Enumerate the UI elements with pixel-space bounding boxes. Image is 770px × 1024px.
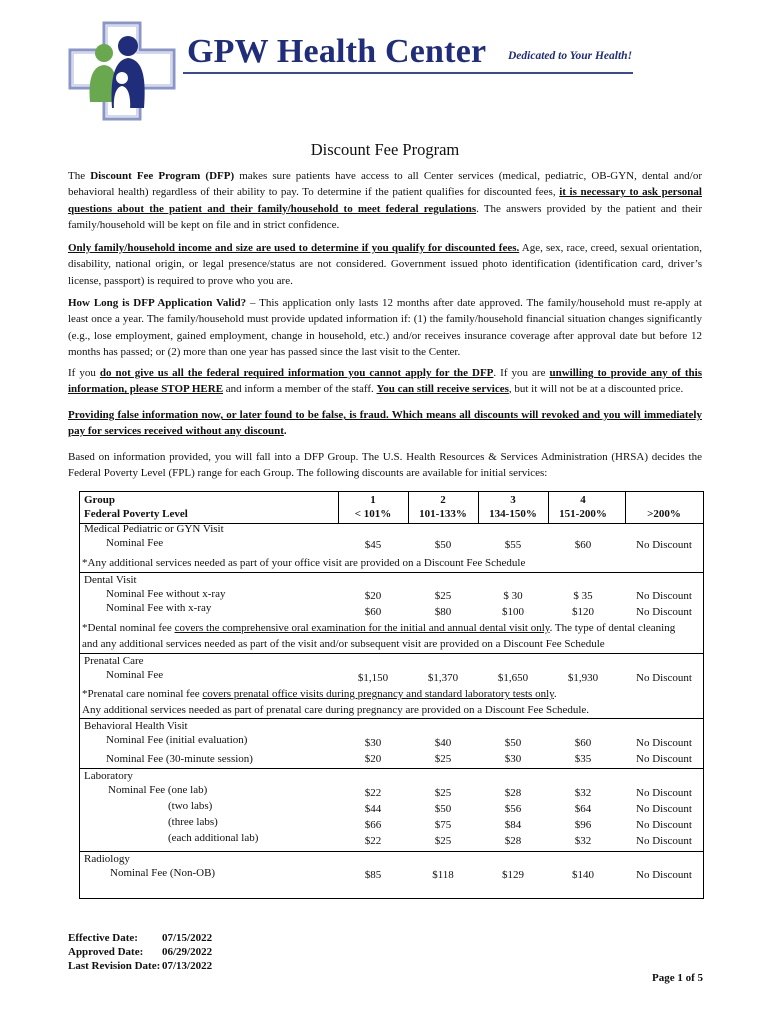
fpl-4-header: 151-200% [559,508,607,520]
radiology-row-label: Nominal Fee (Non-OB) [110,867,216,879]
dental-xray-g2: $80 [434,606,452,618]
prenatal-note [82,688,557,700]
radiology-fee-g3: $129 [502,869,524,881]
lab-additional-g5: No Discount [636,835,692,847]
lab-three-g3: $84 [504,819,522,831]
section-rule [80,718,703,719]
page-number: Page 1 of 5 [652,972,704,984]
prenatal-fee-g3: $1,650 [497,672,529,684]
text-run: makes sure patients have access to all Center services (medical, pediatric, OB-GYN, dental and/or behavioral health) regardless of their ability to pay. To determine if the patient qualifies for discounted fees, [68,170,703,199]
prenatal-fee-g5: No Discount [636,672,692,684]
header-tagline: Dedicated to Your Health! [508,50,633,62]
validity-paragraph [68,295,702,360]
approved-date-value: 06/29/2022 [162,946,213,958]
dental-xray-g1: $60 [364,606,382,618]
text-run-bold-underline: it is necessary to ask personal questions about the patient and their family/household to meet federal regulations [68,186,702,215]
lab-two-g4: $64 [574,803,592,815]
lab-two-g2: $50 [434,803,452,815]
lab-one-g4: $32 [574,787,592,799]
behavioral-session-g5: No Discount [636,753,692,765]
required-info-paragraph [68,365,702,398]
eligibility-paragraph [68,240,702,289]
prenatal-note-continued: Any additional services needed as part of prenatal care during pregnancy are provided on a Discount Fee Schedule. [82,704,590,716]
group-label: Group [84,494,115,506]
text-run-bold-underline: Providing false information now, or later found to be false, is fraud. Which means all discounts will revoked and you will immediately pay for services received without any discount [68,409,702,438]
dental-row-1-label: Nominal Fee without x-ray [106,588,226,600]
behavioral-initial-g1: $30 [364,737,382,749]
text-run-bold-underline: unwilling to provide any of this information, please STOP HERE [68,367,702,396]
effective-date-label: Effective Date: [68,932,138,944]
lab-three-g4: $96 [574,819,592,831]
dental-noxray-g4: $ 35 [573,590,593,602]
dental-xray-g5: No Discount [636,606,692,618]
lab-two-g5: No Discount [636,803,692,815]
medical-fee-g3: $55 [504,539,522,551]
laboratory-section-title: Laboratory [84,770,133,782]
behavioral-session-g4: $35 [574,753,592,765]
behavioral-initial-g5: No Discount [636,737,692,749]
radiology-section-title: Radiology [84,853,130,865]
text-run-bold: Discount Fee Program (DFP) [90,170,235,182]
text-run: and inform a member of the staff. [223,383,377,396]
laboratory-row-2-label: (two labs) [168,800,213,812]
discount-fee-table [79,491,704,899]
behavioral-initial-g4: $60 [574,737,592,749]
behavioral-section-title: Behavioral Health Visit [84,720,188,732]
text-run: , but it will not be at a discounted price. [508,383,684,396]
text-run: *Dental nominal fee [82,622,175,634]
text-run: If you [68,367,100,379]
fpl-label: Federal Poverty Level [84,508,188,520]
fpl-5-header: >200% [647,508,681,520]
behavioral-row-1-label: Nominal Fee (initial evaluation) [106,734,248,746]
section-rule [80,851,703,852]
behavioral-session-g2: $25 [434,753,452,765]
lab-one-g5: No Discount [636,787,692,799]
radiology-fee-g1: $85 [364,869,382,881]
lab-additional-g2: $25 [434,835,452,847]
intro-paragraph [68,168,702,233]
revision-date-label: Last Revision Date: [68,960,161,972]
radiology-fee-g2: $118 [432,869,454,881]
group-4-header: 4 [580,494,586,506]
laboratory-row-4-label: (each additional lab) [168,832,259,844]
approved-date-label: Approved Date: [68,946,144,958]
text-run: Based on information provided, you will fall into a DFP Group. The U.S. Health Resources & Services Administration (HRSA) decides the Federal Poverty Level (FPL) range for each Group. The following discounts are available for initial services: [68,451,702,480]
dental-xray-g3: $100 [502,606,524,618]
fpl-1-header: < 101% [354,508,392,520]
dental-noxray-g5: No Discount [636,590,692,602]
behavioral-session-g1: $20 [364,753,382,765]
medical-fee-g4: $60 [574,539,592,551]
dfp-group-paragraph [68,449,702,482]
dental-note-continued: and any additional services needed as part of the visit and/or subsequent visit are provided on a Discount Fee Schedule [82,638,605,650]
text-run-bold-underline: do not give us all the federal required information you cannot apply for the DFP [99,367,494,379]
text-run: *Prenatal care nominal fee [82,688,203,700]
revision-date-value: 07/13/2022 [162,960,213,972]
text-run-bold: . [283,425,287,438]
fraud-warning-paragraph [68,407,702,440]
radiology-fee-g5: No Discount [636,869,692,881]
section-rule [80,572,703,573]
text-run: . The type of dental cleaning [549,622,676,634]
prenatal-fee-g1: $1,150 [357,672,389,684]
lab-three-g5: No Discount [636,819,692,831]
medical-fee-g2: $50 [434,539,452,551]
medical-note: *Any additional services needed as part of your office visit are provided on a Discount Fee Schedule [82,557,526,569]
group-1-header: 1 [370,494,376,506]
dental-noxray-g3: $ 30 [503,590,523,602]
section-rule [80,768,703,769]
lab-one-g2: $25 [434,787,452,799]
text-run: Age, sex, race, creed, sexual orientation, disability, national origin, or legal presence/status are not considered. Government issued photo identification (identification card, driver’s license, passport) is required to prove who you are. [68,242,702,287]
dental-noxray-g2: $25 [434,590,452,602]
lab-one-g1: $22 [364,787,382,799]
lab-two-g1: $44 [364,803,382,815]
behavioral-initial-g3: $50 [504,737,522,749]
dental-noxray-g1: $20 [364,590,382,602]
header-title: GPW Health Center [187,33,487,70]
behavioral-initial-g2: $40 [434,737,452,749]
section-rule [80,653,703,654]
lab-three-g1: $66 [364,819,382,831]
behavioral-row-2-label: Nominal Fee (30-minute session) [106,753,253,765]
medical-fee-g1: $45 [364,539,382,551]
prenatal-fee-g4: $1,930 [567,672,599,684]
text-run-bold-underline: Only family/household income and size are used to determine if you qualify for discounted fees. [68,242,520,254]
text-run: . [553,688,557,700]
text-run-bold-underline: You can still receive services [376,383,509,396]
lab-additional-g4: $32 [574,835,592,847]
text-run-underline: covers prenatal office visits during pregnancy and standard laboratory tests only [202,688,554,700]
prenatal-row-label: Nominal Fee [106,669,164,681]
lab-additional-g3: $28 [504,835,522,847]
gpw-logo [66,20,178,122]
dental-note [82,622,675,634]
medical-row-label: Nominal Fee [106,537,164,549]
laboratory-row-1-label: Nominal Fee (one lab) [108,784,208,796]
prenatal-section-title: Prenatal Care [84,655,144,667]
lab-two-g3: $56 [504,803,522,815]
text-run: – This application only lasts 12 months after date approved. The family/household must re-apply at least once a year. The family/household must provide updated information if: (1) the family/household financial situation changes significantly (e.g., lose employment, gained employment, change in household, etc.) and/or receives insurance coverage after approval date but before 12 months has passed; or (2) more than one year has passed since the last visit to the Center. [68,297,702,358]
laboratory-row-3-label: (three labs) [168,816,218,828]
behavioral-session-g3: $30 [504,753,522,765]
group-3-header: 3 [510,494,516,506]
dental-xray-g4: $120 [572,606,594,618]
lab-additional-g1: $22 [364,835,382,847]
text-run: The [68,170,91,182]
lab-three-g2: $75 [434,819,452,831]
effective-date-value: 07/15/2022 [162,932,213,944]
medical-fee-g5: No Discount [636,539,692,551]
radiology-fee-g4: $140 [572,869,594,881]
text-run: . The answers provided by the patient and their family/household will be kept on file and in strict confidence. [68,202,702,231]
text-run-bold: How Long is DFP Application Valid? [68,297,247,309]
group-2-header: 2 [440,494,446,506]
fpl-3-header: 134-150% [489,508,537,520]
prenatal-fee-g2: $1,370 [427,672,459,684]
document-title: Discount Fee Program [310,140,460,159]
lab-one-g3: $28 [504,787,522,799]
fpl-2-header: 101-133% [419,508,467,520]
text-run: . If you are [493,367,550,379]
dental-section-title: Dental Visit [84,574,137,586]
medical-section-title: Medical Pediatric or GYN Visit [84,523,224,535]
header-divider [183,72,633,74]
text-run-underline: covers the comprehensive oral examination for the initial and annual dental visit only [174,622,550,634]
dental-row-2-label: Nominal Fee with x-ray [106,602,212,614]
